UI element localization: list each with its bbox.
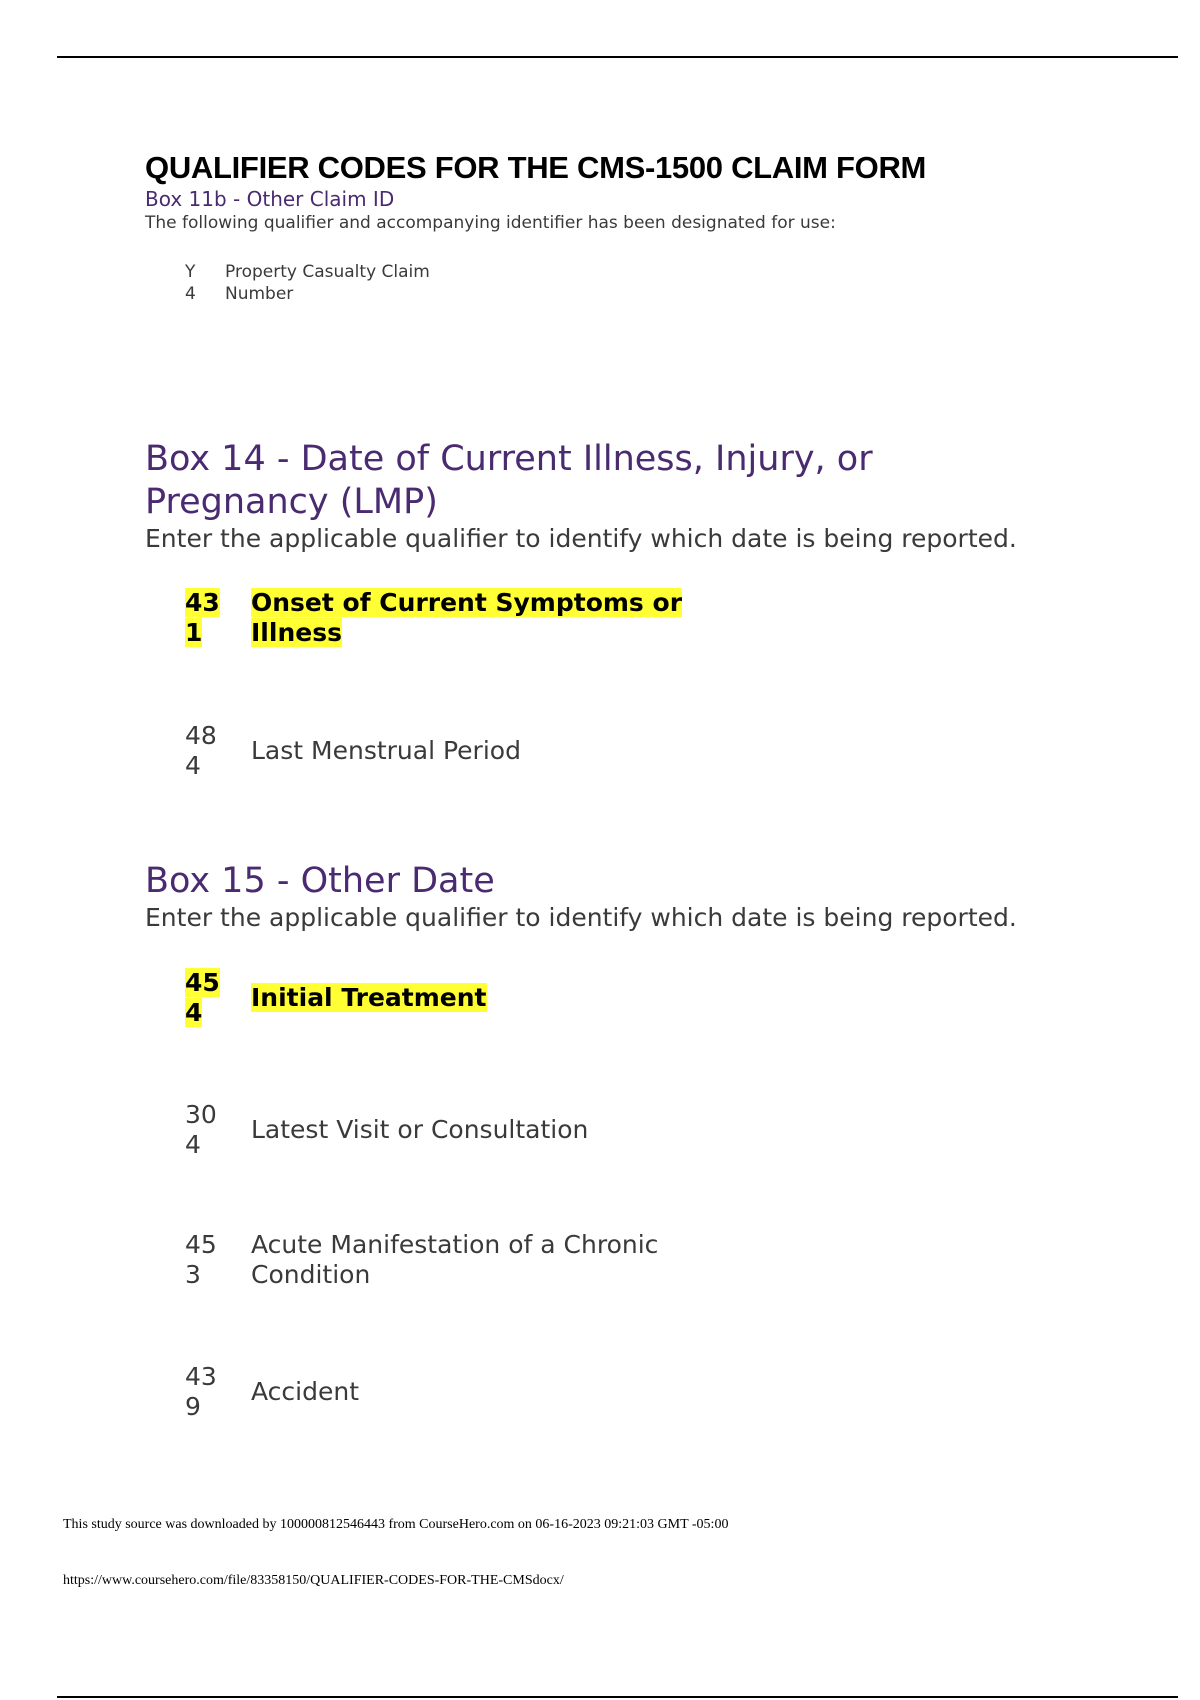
qualifier-code [185, 1230, 251, 1290]
qualifier-label-line: Property Casualty Claim [225, 262, 430, 282]
box14-heading-line: Box 14 - Date of Current Illness, Injury, or [145, 439, 873, 479]
box15-description: Enter the applicable qualifier to identify which date is being reported. [145, 903, 1017, 932]
label-line: Illness [251, 618, 342, 647]
list-item [185, 968, 701, 1028]
box14-description: Enter the applicable qualifier to identify which date is being reported. [145, 524, 1017, 553]
code-line: 4 [185, 751, 201, 780]
top-rule [57, 56, 1178, 58]
code-line: 3 [185, 1260, 201, 1289]
qualifier-label: Last Menstrual Period [251, 736, 521, 765]
list-item [185, 1100, 701, 1160]
box11b-qualifier [185, 261, 1145, 305]
code-line: 45 [185, 1230, 217, 1259]
label-line: Acute Manifestation of a Chronic [251, 1230, 659, 1259]
list-item [185, 721, 701, 781]
qualifier-code-line: Y [185, 262, 196, 282]
qualifier-label-line: Number [225, 284, 294, 304]
box11b-intro: The following qualifier and accompanying identifier has been designated for use: [145, 213, 836, 233]
qualifier-label: Accident [251, 1377, 359, 1406]
label-line: Onset of Current Symptoms or [251, 588, 683, 617]
qualifier-code [185, 968, 251, 1028]
label-line: Initial Treatment [251, 983, 487, 1012]
list-item [185, 588, 701, 648]
qualifier-code [185, 721, 251, 781]
qualifier-code [185, 1100, 251, 1160]
qualifier-code [185, 1362, 251, 1422]
document-body [145, 150, 1145, 305]
box14-section [145, 438, 1145, 780]
label-line: Condition [251, 1260, 371, 1289]
code-line: 4 [185, 998, 203, 1027]
code-line: 9 [185, 1392, 201, 1421]
document-title: QUALIFIER CODES FOR THE CMS-1500 CLAIM FORM [145, 150, 927, 185]
footer-download-note: This study source was downloaded by 100000812546443 from CourseHero.com on 06-16-2023 09:21:03 GMT -05:00 [63, 1517, 729, 1532]
bottom-rule [57, 1696, 1178, 1698]
code-line: 30 [185, 1100, 217, 1129]
code-line: 4 [185, 1130, 201, 1159]
qualifier-code [185, 588, 251, 648]
box15-heading: Box 15 - Other Date [145, 861, 495, 901]
qualifier-code-line: 4 [185, 284, 196, 304]
box14-heading [145, 438, 945, 524]
list-item [185, 1230, 701, 1290]
code-line: 48 [185, 721, 217, 750]
code-line: 43 [185, 588, 220, 617]
code-line: 45 [185, 968, 220, 997]
qualifier-label [251, 1230, 701, 1290]
box11b-heading: Box 11b - Other Claim ID [145, 187, 395, 211]
code-line: 1 [185, 618, 203, 647]
qualifier-label [251, 983, 701, 1013]
footer-source-link[interactable]: https://www.coursehero.com/file/83358150/QUALIFIER-CODES-FOR-THE-CMSdocx/ [63, 1573, 564, 1588]
box14-heading-line: Pregnancy (LMP) [145, 482, 438, 522]
list-item [185, 1362, 701, 1422]
box15-section [145, 860, 1145, 1421]
qualifier-label [251, 588, 701, 648]
qualifier-label: Latest Visit or Consultation [251, 1115, 589, 1144]
code-line: 43 [185, 1362, 217, 1391]
